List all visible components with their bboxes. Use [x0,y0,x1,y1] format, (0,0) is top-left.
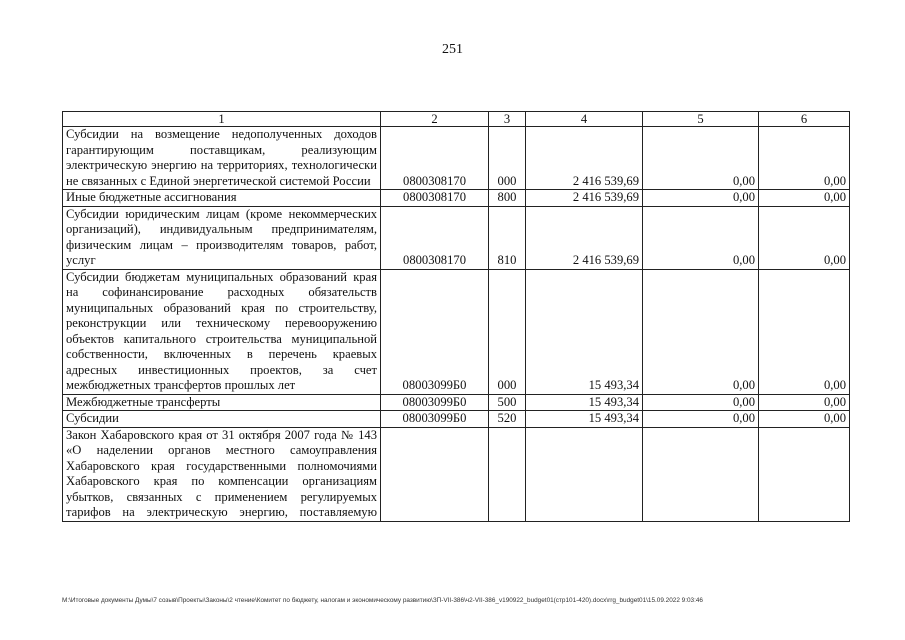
row-col4: 2 416 539,69 [526,127,643,190]
row-col4: 15 493,34 [526,411,643,428]
column-header: 6 [759,112,850,127]
row-type: 000 [489,269,526,394]
column-header: 2 [381,112,489,127]
row-col6: 0,00 [759,190,850,207]
row-col6: 0,00 [759,269,850,394]
row-code: 0800308170 [381,206,489,269]
column-header: 3 [489,112,526,127]
row-col6: 0,00 [759,411,850,428]
row-type: 810 [489,206,526,269]
table-row [63,206,850,269]
row-code [381,427,489,521]
column-header: 4 [526,112,643,127]
row-description: Межбюджетные трансферты [63,394,381,411]
column-header: 5 [643,112,759,127]
row-type: 000 [489,127,526,190]
row-col6: 0,00 [759,127,850,190]
table-row [63,190,850,207]
row-description: Субсидии юридическим лицам (кроме некоммерческих организаций), индивидуальным предпринимателям, физическим лицам – производителям товаров, работ, услуг [63,206,381,269]
table-row [63,127,850,190]
row-code: 0800308170 [381,190,489,207]
page-number: 251 [442,42,463,57]
row-col4 [526,427,643,521]
table-row [63,427,850,521]
row-col5: 0,00 [643,206,759,269]
row-description: Закон Хабаровского края от 31 октября 2007 года № 143 «О наделении органов местного самоуправления Хабаровского края государственными полномочиями Хабаровского края по компенсации организациям убытков, связанных с применением регулируемых тарифов на электрическую энергию, поставляемую [63,427,381,521]
row-col6: 0,00 [759,394,850,411]
row-code: 08003099Б0 [381,394,489,411]
row-description: Субсидии бюджетам муниципальных образований края на софинансирование расходных обязательств муниципальных образований края по строительству, реконструкции или техническому перевооружению объектов капитального строительства муниципальной собственности, включенных в перечень краевых адресных инвестиционных проектов, за счет межбюджетных трансфертов прошлых лет [63,269,381,394]
row-type: 500 [489,394,526,411]
table-header-row [63,112,850,127]
row-description: Иные бюджетные ассигнования [63,190,381,207]
row-col5: 0,00 [643,190,759,207]
row-col5: 0,00 [643,394,759,411]
row-type: 800 [489,190,526,207]
row-col5: 0,00 [643,411,759,428]
row-col4: 15 493,34 [526,269,643,394]
column-header: 1 [63,112,381,127]
row-col6: 0,00 [759,206,850,269]
table-row [63,411,850,428]
row-col5: 0,00 [643,269,759,394]
row-code: 08003099Б0 [381,411,489,428]
row-col5 [643,427,759,521]
document-path-footer: M:\Итоговые документы Думы\7 созыв\Проекты\Законы\2 чтение\Комитет по бюджету, налогам и экономическому развитию\ЗП-VII-386\ч2-VII-386_v190922_budget01(стр101-420).docx\rrg_budget01\15.09.2022 9:03:46 [62,597,703,604]
row-col4: 15 493,34 [526,394,643,411]
table-row [63,269,850,394]
row-code: 0800308170 [381,127,489,190]
row-type: 520 [489,411,526,428]
row-code: 08003099Б0 [381,269,489,394]
row-description: Субсидии [63,411,381,428]
row-description: Субсидии на возмещение недополученных доходов гарантирующим поставщикам, реализующим электрическую энергию на территориях, технологически не связанных с Единой энергетической системой России [63,127,381,190]
row-col4: 2 416 539,69 [526,206,643,269]
row-col4: 2 416 539,69 [526,190,643,207]
row-col6 [759,427,850,521]
budget-table [62,111,850,522]
row-type [489,427,526,521]
table-row [63,394,850,411]
row-col5: 0,00 [643,127,759,190]
